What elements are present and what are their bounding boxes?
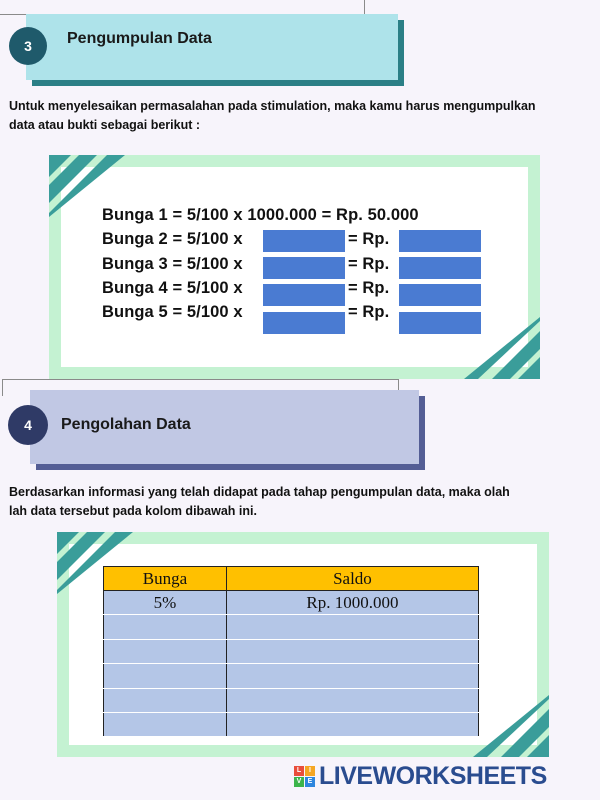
section4-paragraph-line1: Berdasarkan informasi yang telah didapat pada tahap pengumpulan data, maka olah [9,485,510,499]
section4-title: Pengolahan Data [61,416,191,433]
section4-number-badge: 4 [8,405,48,445]
table-cell-bunga: 5% [104,591,227,615]
bunga-5-principal-input[interactable] [263,312,345,334]
section3-outline [0,0,365,15]
bunga-3-result-input[interactable] [399,257,481,279]
table-cell-bunga-input[interactable] [104,712,227,736]
table-row [104,664,479,688]
table-cell-saldo-input[interactable] [226,688,478,712]
table-header-saldo: Saldo [226,567,478,591]
bunga-line-3-rp: = Rp. [348,255,390,273]
section3-title: Pengumpulan Data [67,30,212,47]
table-row [104,639,479,663]
section3-paragraph-line2: data atau bukti sebagai berikut : [9,118,201,132]
bunga-3-principal-input[interactable] [263,257,345,279]
table-cell-saldo-input[interactable] [226,639,478,663]
bunga-4-principal-input[interactable] [263,284,345,306]
table-row [104,688,479,712]
table-cell-saldo-input[interactable] [226,615,478,639]
frame2-bottom-right-stripes [469,695,549,757]
table-cell-saldo: Rp. 1000.000 [226,591,478,615]
bunga-line-5-label: Bunga 5 = 5/100 x [102,303,243,321]
saldo-table [103,566,479,737]
table-cell-bunga-input[interactable] [104,688,227,712]
table-row [104,712,479,736]
section4-paragraph-line2: lah data tersebut pada kolom dibawah ini. [9,504,257,518]
logo-block-l: L [294,766,304,776]
bunga-4-result-input[interactable] [399,284,481,306]
liveworksheets-logo [294,762,547,790]
logo-block-i: I [305,766,315,776]
bunga-line-4-label: Bunga 4 = 5/100 x [102,279,243,297]
table-cell-bunga-input[interactable] [104,615,227,639]
table-header-bunga: Bunga [104,567,227,591]
table-row [104,615,479,639]
bunga-line-5-rp: = Rp. [348,303,390,321]
section4-paragraph [9,483,597,521]
section3-number-badge: 3 [9,27,47,65]
bunga-2-principal-input[interactable] [263,230,345,252]
section3-paragraph [9,97,594,135]
bunga-line-1: Bunga 1 = 5/100 x 1000.000 = Rp. 50.000 [102,206,419,224]
table-header-row [104,567,479,591]
section3-paragraph-line1: Untuk menyelesaikan permasalahan pada stimulation, maka kamu harus mengumpulkan [9,99,536,113]
bunga-line-4-rp: = Rp. [348,279,390,297]
bunga-line-2-rp: = Rp. [348,230,390,248]
logo-text: LIVEWORKSHEETS [319,761,547,790]
logo-icon [294,766,315,787]
bunga-2-result-input[interactable] [399,230,481,252]
bunga-line-3-label: Bunga 3 = 5/100 x [102,255,243,273]
table-cell-bunga-input[interactable] [104,664,227,688]
table-cell-bunga-input[interactable] [104,639,227,663]
table-cell-saldo-input[interactable] [226,712,478,736]
logo-block-v: V [294,777,304,787]
bunga-5-result-input[interactable] [399,312,481,334]
table-cell-saldo-input[interactable] [226,664,478,688]
logo-block-e: E [305,777,315,787]
table-row [104,591,479,615]
bunga-line-2-label: Bunga 2 = 5/100 x [102,230,243,248]
